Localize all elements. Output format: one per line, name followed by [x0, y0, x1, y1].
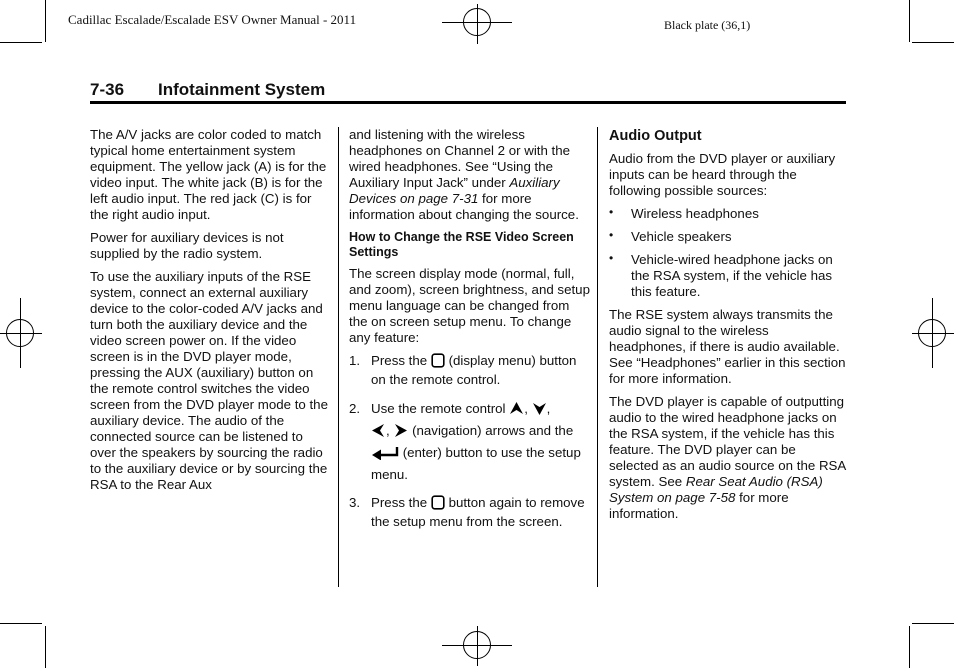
paragraph: The DVD player is capable of outputting audio to the wired headphone jacks on the RSA system, if the vehicle has this feature. The DVD player can be selected as an audio source on the RSA system. See Rear Seat Audio (RSA) System on page 7-58 for more information.: [609, 394, 846, 521]
crop-mark: [912, 623, 954, 624]
paragraph: To use the auxiliary inputs of the RSE system, connect an external auxiliary device to the color-coded A/V jacks and turn both the auxiliary device and the video screen power on. If the video screen is in the DVD player mode, pressing the AUX (auxiliary) button on the remote control switches the video screen from the DVD player mode to the auxiliary device. The audio of the connected source can be listened to over the speakers by sourcing the radio to the auxiliary device or by sourcing the RSA to the Rear Aux: [90, 269, 328, 492]
display-menu-icon: [431, 495, 445, 514]
bullet-list: [609, 206, 847, 300]
list-item: • Wireless headphones: [609, 205, 759, 221]
section-heading: [90, 80, 325, 100]
column-divider: [597, 127, 598, 587]
arrow-right-icon: [393, 423, 408, 443]
column-2: [349, 127, 591, 541]
column-3: [609, 127, 847, 529]
list-item: • Vehicle speakers: [609, 228, 732, 244]
enter-icon: [371, 446, 399, 465]
list-item: • Vehicle-wired headphone jacks on the RSA system, if the vehicle has this feature.: [609, 251, 833, 299]
heading-rule: [90, 101, 846, 104]
crop-mark: [912, 42, 954, 43]
page-number: 7-36: [90, 80, 125, 99]
list-item: 2. Use the remote control , , , (navigation) arrows and the (enter) button to use the setup menu.: [349, 401, 581, 482]
crop-mark: [45, 0, 46, 42]
list-item: 3. Press the button again to remove the setup menu from the screen.: [349, 495, 585, 529]
arrow-up-icon: [509, 401, 524, 421]
cross-reference-link[interactable]: Rear Seat Audio (RSA) System on page 7-58: [609, 474, 823, 505]
heading-audio-output: Audio Output: [609, 128, 702, 144]
paragraph: and listening with the wireless headphones on Channel 2 or with the wired headphones. See “Using the Auxiliary Input Jack” under Auxiliary Devices on page 7-31 for more information about changing the source.: [349, 127, 579, 222]
plate-label: Black plate (36,1): [664, 18, 751, 32]
column-1: [90, 127, 330, 500]
section-title: Infotainment System: [158, 80, 326, 99]
paragraph: The RSE system always transmits the audio signal to the wireless headphones, if there is audio available. See “Headphones” earlier in this section for more information.: [609, 307, 846, 386]
manual-title: Cadillac Escalade/Escalade ESV Owner Manual - 2011: [68, 12, 357, 27]
paragraph: The A/V jacks are color coded to match typical home entertainment system equipment. The yellow jack (A) is for the video input. The white jack (B) is for the left audio input. The red jack (C) is for the right audio input.: [90, 127, 327, 222]
display-menu-icon: [431, 353, 445, 372]
crop-mark: [909, 0, 910, 42]
paragraph: Power for auxiliary devices is not supplied by the radio system.: [90, 230, 284, 261]
paragraph: The screen display mode (normal, full, and zoom), screen brightness, and setup menu language can be changed from the on screen setup menu. To change any feature:: [349, 266, 590, 345]
subheading: How to Change the RSE Video Screen Settings: [349, 230, 574, 259]
crop-mark: [45, 626, 46, 668]
cross-reference-link[interactable]: Auxiliary Devices on page 7-31: [349, 175, 560, 206]
steps-list: [349, 353, 591, 530]
crop-mark: [909, 626, 910, 668]
column-divider: [338, 127, 339, 587]
paragraph: Audio from the DVD player or auxiliary inputs can be heard through the following possible sources:: [609, 151, 836, 198]
crop-mark: [0, 623, 42, 624]
arrow-down-icon: [532, 401, 547, 421]
list-item: 1. Press the (display menu) button on the remote control.: [349, 353, 577, 387]
arrow-left-icon: [371, 423, 386, 443]
crop-mark: [0, 42, 42, 43]
